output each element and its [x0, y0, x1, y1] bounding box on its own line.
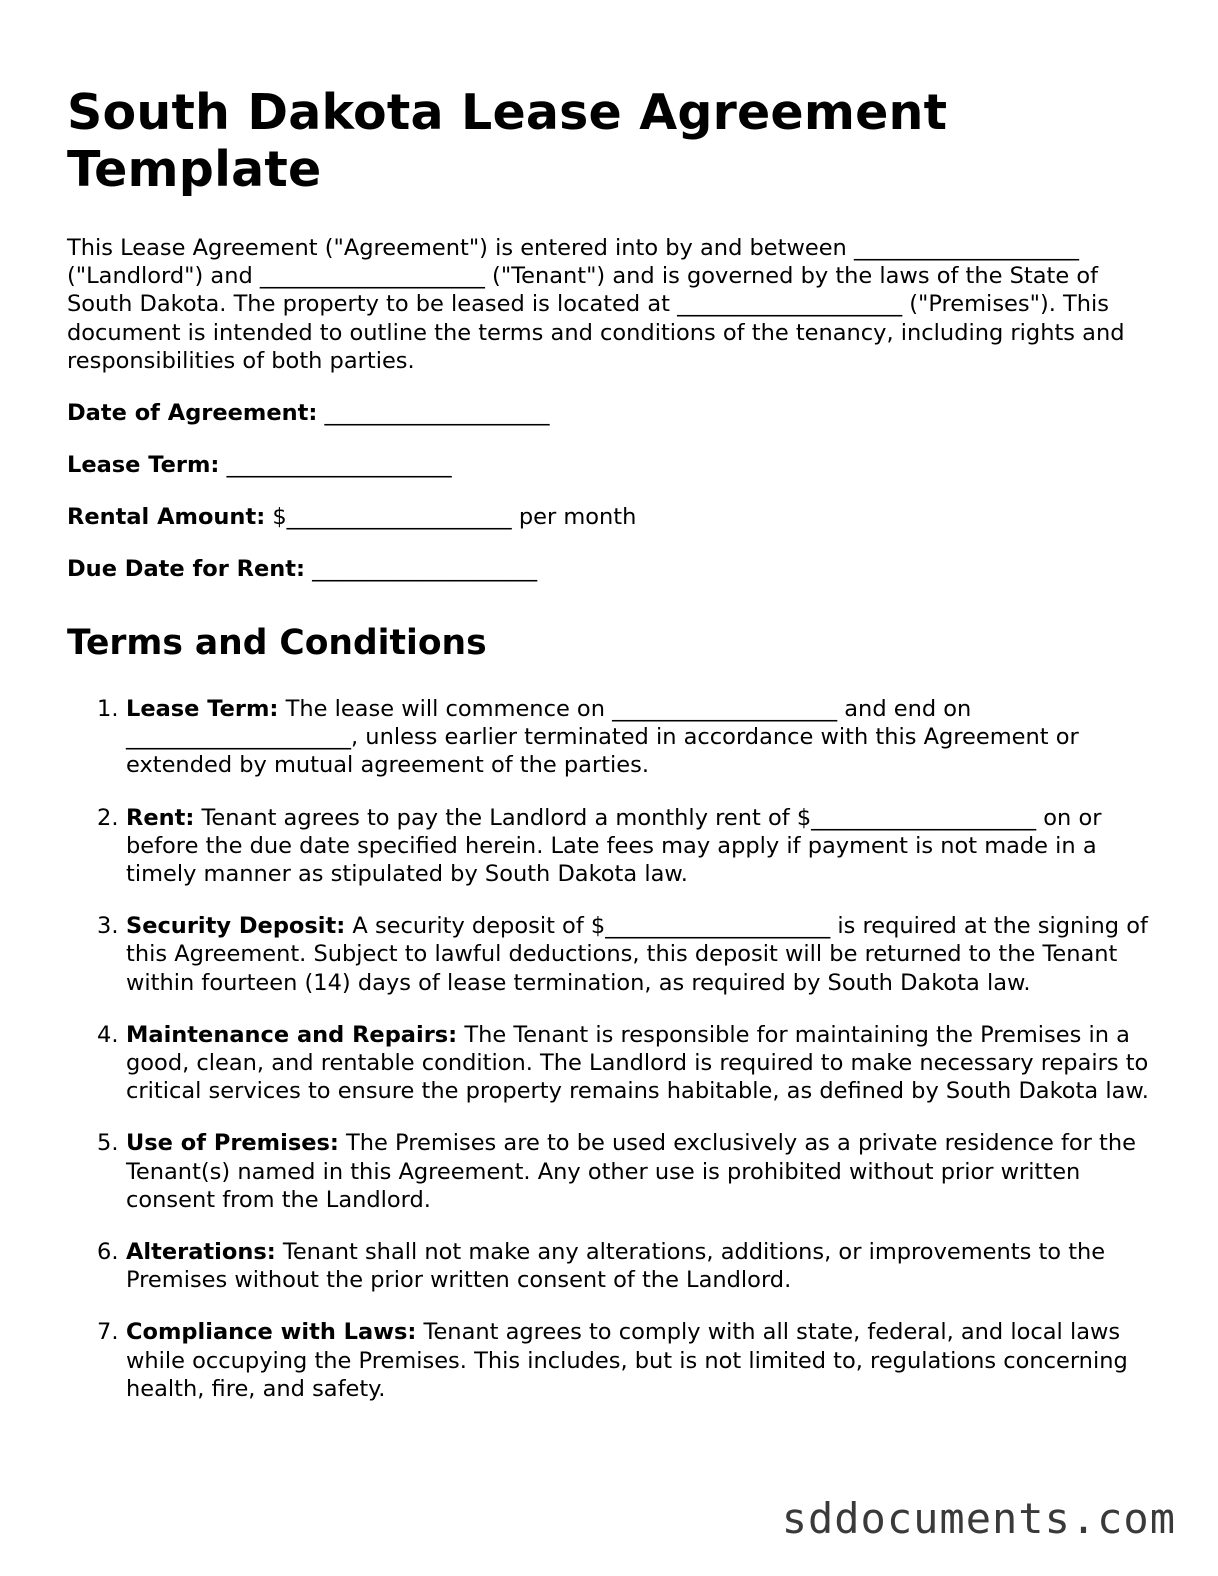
- item-label: Compliance with Laws:: [126, 1319, 417, 1346]
- document-page: [67, 84, 1157, 1427]
- item-label: Alterations:: [126, 1239, 276, 1266]
- item-label: Security Deposit:: [126, 913, 346, 940]
- field-due-date-for-rent: [67, 555, 1157, 583]
- list-item: [67, 912, 1157, 997]
- field-date-of-agreement: [67, 399, 1157, 427]
- item-number: 4.: [97, 1021, 119, 1048]
- item-number: 2.: [97, 804, 119, 831]
- field-label: Lease Term:: [67, 452, 220, 479]
- terms-list: [67, 695, 1157, 1403]
- field-value: ____________________: [219, 452, 452, 479]
- item-text: The Tenant is responsible for maintaining the Premises in a good, clean, and rentable condition. The Landlord is required to make necessary repairs to critical services to ensure the property remains habitable, as defined by South Dakota law.: [126, 1021, 1149, 1105]
- watermark: sddocuments.com: [781, 1494, 1176, 1543]
- item-text: A security deposit of $____________________ is required at the signing of this Agreement. Subject to lawful deductions, this deposit will be returned to the Tenant within fourteen (14) days of lease termination, as required by South Dakota law.: [126, 913, 1148, 996]
- list-item: [67, 804, 1157, 889]
- field-label: Date of Agreement:: [67, 400, 318, 427]
- item-number: 1.: [97, 696, 119, 723]
- field-label: Rental Amount:: [67, 504, 266, 531]
- field-label: Due Date for Rent:: [67, 556, 306, 583]
- item-number: 6.: [97, 1239, 119, 1266]
- field-lease-term: [67, 451, 1157, 479]
- item-text: The Premises are to be used exclusively as a private residence for the Tenant(s) named in this Agreement. Any other use is prohibited without prior written consent from the Landlord.: [126, 1130, 1136, 1213]
- item-text: Tenant agrees to comply with all state, federal, and local laws while occupying the Premises. This includes, but is not limited to, regulations concerning health, fire, and safety.: [126, 1319, 1128, 1402]
- item-label: Maintenance and Repairs:: [126, 1021, 458, 1048]
- item-label: Lease Term:: [126, 696, 279, 723]
- item-text: Tenant shall not make any alterations, additions, or improvements to the Premises without the prior written consent of the Landlord.: [126, 1239, 1106, 1294]
- list-item: [67, 1021, 1157, 1106]
- list-item: [67, 1238, 1157, 1294]
- list-item: [67, 1318, 1157, 1403]
- item-number: 3.: [97, 913, 119, 940]
- item-label: Rent:: [126, 804, 195, 831]
- field-value: ____________________: [317, 400, 550, 427]
- intro-paragraph: This Lease Agreement ("Agreement") is entered into by and between ____________________ ("Landlord") and ____________________ ("Tenant") and is governed by the laws of the State of South Dakota. The property to be leased is located at ____________________ ("Premises"). This document is intended to outline the terms and conditions of the tenancy, including rights and responsibilities of both parties.: [67, 235, 1125, 374]
- item-text: The lease will commence on ____________________ and end on ____________________, unless earlier terminated in accordance with this Agreement or extended by mutual agreement of the parties.: [126, 696, 1079, 779]
- list-item: [67, 695, 1157, 780]
- item-label: Use of Premises:: [126, 1130, 339, 1157]
- item-number: 7.: [97, 1319, 119, 1346]
- document-title: South Dakota Lease Agreement Template: [67, 84, 948, 198]
- item-number: 5.: [97, 1130, 119, 1157]
- list-item: [67, 1129, 1157, 1214]
- item-text: Tenant agrees to pay the Landlord a monthly rent of $____________________ on or before the due date specified herein. Late fees may apply if payment is not made in a timely manner as stipulated by South Dakota law.: [126, 804, 1102, 888]
- field-value: ____________________: [305, 556, 538, 583]
- field-value: $____________________ per month: [265, 504, 637, 531]
- field-rental-amount: [67, 503, 1157, 531]
- section-title: Terms and Conditions: [67, 623, 487, 664]
